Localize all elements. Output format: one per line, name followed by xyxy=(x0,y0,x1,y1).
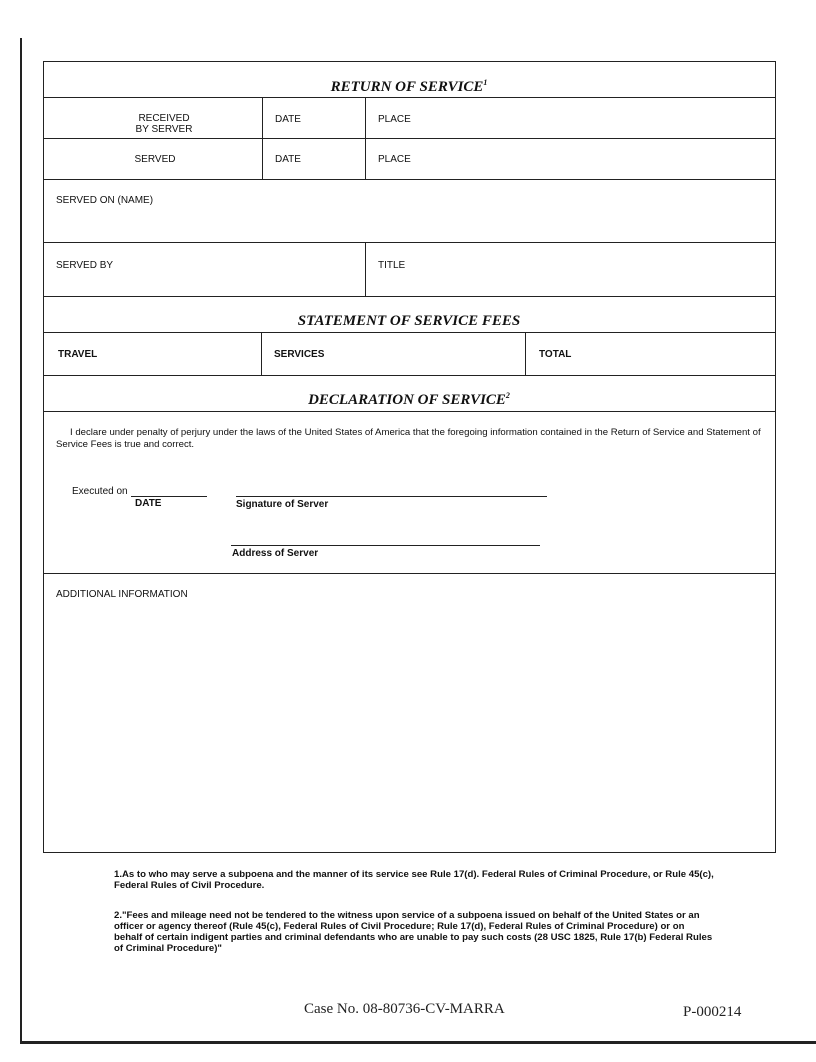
received-date-label: DATE xyxy=(275,114,301,125)
served-by-label: SERVED BY xyxy=(56,260,114,271)
rule xyxy=(365,242,366,296)
served-label: SERVED xyxy=(134,154,176,165)
rule xyxy=(262,97,263,179)
rule xyxy=(44,97,775,98)
rule xyxy=(44,242,775,243)
rule xyxy=(44,332,775,333)
additional-info-label: ADDITIONAL INFORMATION xyxy=(56,589,188,600)
declaration-text: I declare under penalty of perjury under the laws of the United States of America that the foregoing information contained in the Return of Service and Statement of Service Fees is true and correct. xyxy=(56,427,761,450)
served-date-label: DATE xyxy=(275,154,301,165)
travel-label: TRAVEL xyxy=(58,349,98,360)
return-of-service-heading: RETURN OF SERVICE$^1$ xyxy=(330,78,488,95)
declaration-of-service-heading: DECLARATION OF SERVICE$^2$ xyxy=(308,391,510,408)
rule xyxy=(44,296,775,297)
served-on-name-label: SERVED ON (NAME) xyxy=(56,195,154,206)
rule xyxy=(525,332,526,375)
total-label: TOTAL xyxy=(539,349,572,360)
received-by-server-label: RECEIVED BY SERVER xyxy=(135,113,193,135)
signature-line xyxy=(236,496,547,497)
date-caption: DATE xyxy=(135,498,162,509)
services-label: SERVICES xyxy=(274,349,325,360)
served-place-label: PLACE xyxy=(378,154,411,165)
left-scan-edge xyxy=(20,38,22,1043)
address-caption: Address of Server xyxy=(232,548,319,559)
signature-caption: Signature of Server xyxy=(236,499,329,510)
rule xyxy=(44,411,775,412)
rule xyxy=(365,97,366,179)
address-line xyxy=(231,545,540,546)
rule xyxy=(44,375,775,376)
received-place-label: PLACE xyxy=(378,114,411,125)
title-label: TITLE xyxy=(378,260,406,271)
rule xyxy=(261,332,262,375)
bates-number: P-000214 xyxy=(683,1004,742,1020)
bottom-scan-edge xyxy=(20,1041,816,1044)
rule xyxy=(44,138,775,139)
date-line xyxy=(131,496,207,497)
statement-of-fees-heading: STATEMENT OF SERVICE FEES xyxy=(297,313,521,329)
executed-on-label: Executed on xyxy=(72,486,128,497)
rule xyxy=(44,573,775,574)
footnote-2: 2."Fees and mileage need not be tendered to the witness upon service of a subpoena issued on behalf of the United States or an officer or agency thereof (Rule 45(c), Federal Rules of Civil Procedure; Rule 17(d), Federal Rules of Criminal Procedure) or on behalf of certain indigent parties and criminal defendants who are unable to pay such costs (28 USC 1825, Rule 17(b) Federal Rules of Criminal Procedure)" xyxy=(114,910,713,954)
rule xyxy=(44,179,775,180)
case-number: Case No. 08-80736-CV-MARRA xyxy=(304,1001,505,1017)
footnote-1: 1.As to who may serve a subpoena and the manner of its service see Rule 17(d). Federal Rules of Criminal Procedure, or Rule 45(c), Federal Rules of Civil Procedure. xyxy=(114,869,714,891)
